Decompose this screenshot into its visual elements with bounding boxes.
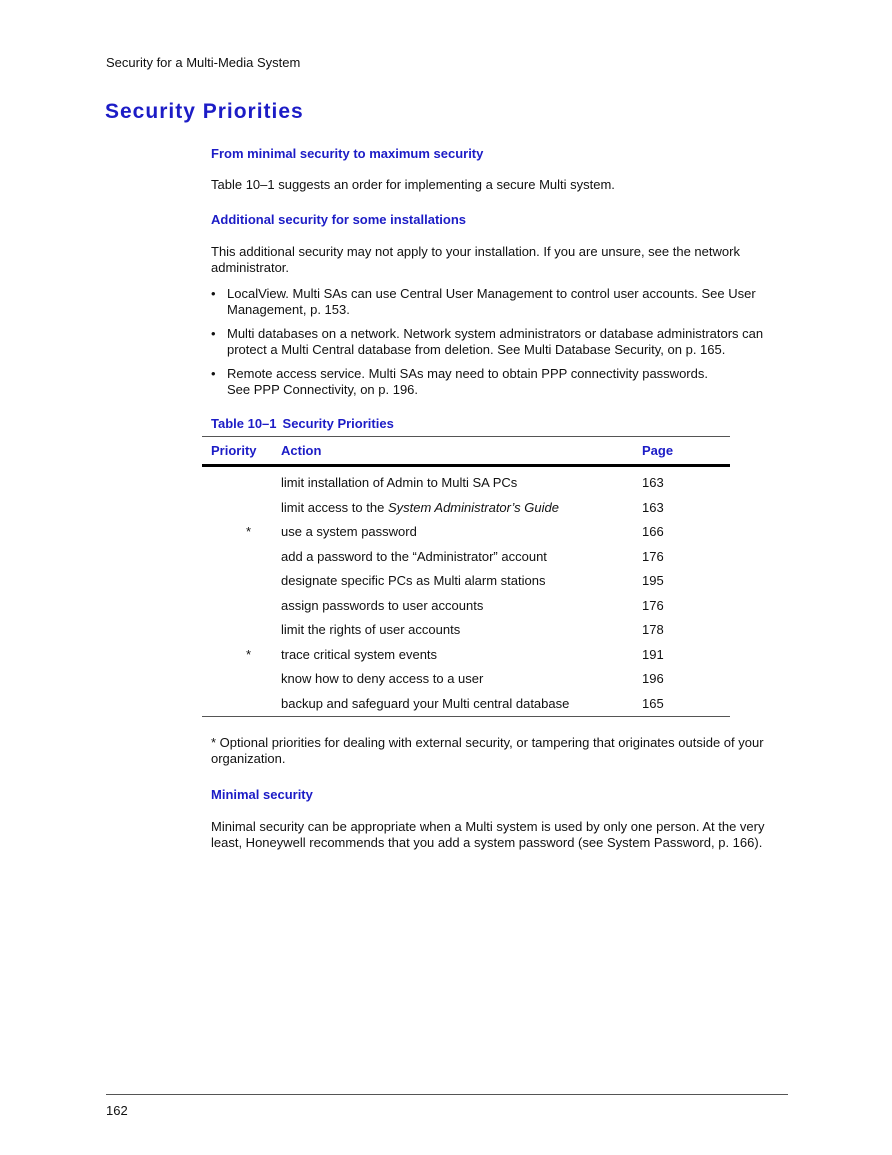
column-header-action: Action	[281, 437, 642, 466]
action-cell: add a password to the “Administrator” account	[281, 548, 547, 564]
action-cell: limit installation of Admin to Multi SA PCs	[281, 475, 518, 491]
table-row	[202, 618, 730, 643]
column-header-priority: Priority	[202, 437, 281, 466]
section-heading-additional-security: Additional security for some installations	[211, 212, 466, 227]
table-row	[202, 496, 730, 521]
priority-cell	[202, 618, 281, 643]
priority-cell	[202, 594, 281, 619]
table-row	[202, 520, 730, 545]
action-cell	[281, 496, 642, 521]
table-row	[202, 594, 730, 619]
column-header-page: Page	[642, 437, 730, 466]
footer-rule	[106, 1094, 788, 1095]
action-text: limit access to the	[281, 499, 388, 515]
list-item-text-continuation: See PPP Connectivity, on p. 196.	[227, 382, 419, 397]
list-item	[211, 366, 791, 398]
priority-cell: *	[245, 646, 251, 662]
page-cell: 166	[642, 524, 664, 540]
page-cell: 163	[642, 499, 664, 515]
section-body-table-reference: Table 10–1 suggests an order for implementing a secure Multi system.	[211, 177, 615, 192]
section-heading-minimal-to-maximum: From minimal security to maximum security	[211, 146, 484, 161]
page-number: 162	[106, 1103, 128, 1118]
priority-cell	[202, 466, 281, 496]
list-item-text: Remote access service. Multi SAs may need to obtain PPP connectivity passwords.	[227, 366, 708, 381]
priority-cell: *	[245, 524, 251, 540]
list-item: • LocalView. Multi SAs can use Central User Management to control user accounts. See User Management, p. 153.	[211, 286, 791, 318]
page-cell: 196	[642, 671, 664, 687]
table-caption	[211, 416, 791, 432]
table-row	[202, 692, 730, 717]
table-caption-title: Security Priorities	[282, 416, 394, 431]
table-row	[202, 545, 730, 570]
guide-title: System Administrator’s Guide	[387, 499, 559, 515]
section-body-minimal-security: Minimal security can be appropriate when a Multi system is used by only one person. At the very least, Honeywell recommends that you add a system password (see System Password, p. 166).	[211, 819, 765, 850]
table-footnote: * Optional priorities for dealing with external security, or tampering that originates outside of your organization.	[211, 735, 764, 766]
page-cell: 163	[642, 475, 664, 491]
table-header-row	[202, 437, 730, 466]
page-title: Security Priorities	[105, 100, 304, 123]
list-item: • Multi databases on a network. Network system administrators or database administrators can protect a Multi Central database from deletion. See Multi Database Security, on p. 165.	[211, 326, 791, 358]
priority-cell	[202, 667, 281, 692]
table-row	[202, 466, 730, 496]
table-row	[202, 569, 730, 594]
priority-cell	[202, 569, 281, 594]
action-cell: know how to deny access to a user	[281, 671, 484, 687]
page-cell: 191	[642, 646, 664, 662]
action-cell: designate specific PCs as Multi alarm stations	[281, 573, 546, 589]
action-cell: limit the rights of user accounts	[281, 622, 461, 638]
security-priorities-table	[202, 436, 730, 717]
priority-cell	[202, 545, 281, 570]
page-cell: 176	[642, 548, 664, 564]
priority-cell	[202, 692, 281, 717]
main-content	[211, 146, 791, 851]
additional-security-list	[211, 286, 791, 398]
action-cell: use a system password	[281, 524, 417, 540]
page-cell: 165	[642, 692, 730, 717]
page-cell: 176	[642, 597, 664, 613]
action-cell: trace critical system events	[281, 646, 438, 662]
page-cell: 178	[642, 622, 664, 638]
table-caption-number: Table 10–1	[211, 416, 277, 431]
section-heading-minimal-security: Minimal security	[211, 787, 313, 802]
priority-cell	[202, 496, 281, 521]
table-row	[202, 667, 730, 692]
section-intro-additional-security: This additional security may not apply to your installation. If you are unsure, see the network administrator.	[211, 244, 740, 275]
action-cell: backup and safeguard your Multi central database	[281, 692, 642, 717]
table-row	[202, 643, 730, 668]
page-cell: 195	[642, 573, 664, 589]
action-cell: assign passwords to user accounts	[281, 597, 484, 613]
running-head: Security for a Multi-Media System	[106, 55, 301, 70]
